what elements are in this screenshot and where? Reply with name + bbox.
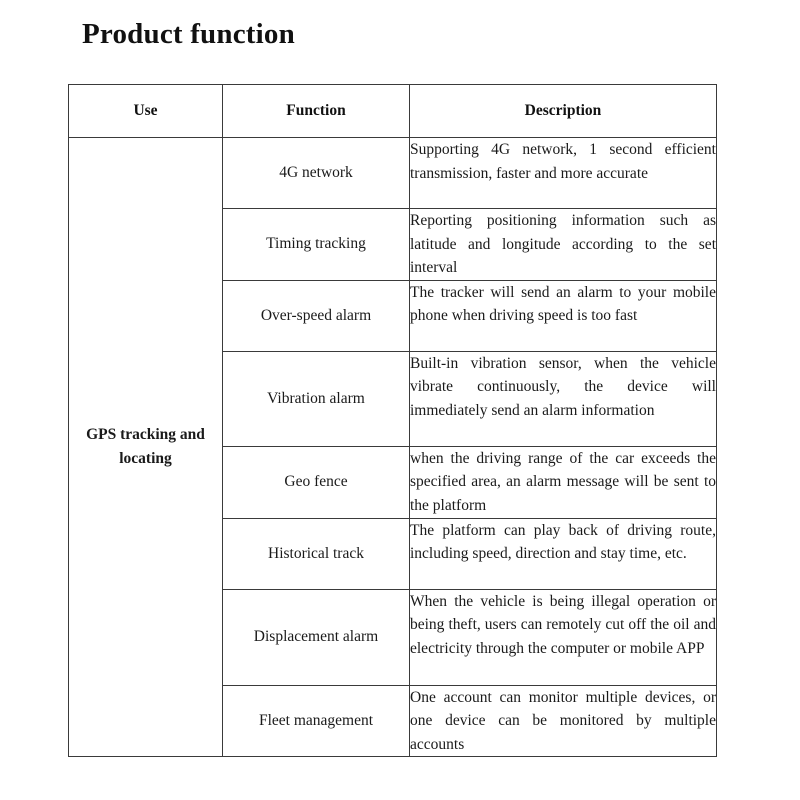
use-cell: GPS tracking and locating [69, 138, 223, 757]
table-header-row [69, 85, 717, 138]
product-function-table [68, 84, 717, 757]
description-cell: When the vehicle is being illegal operation or being theft, users can remotely cut off the oil and electricity through the computer or mobile APP [410, 589, 717, 685]
description-cell: The platform can play back of driving route, including speed, direction and stay time, etc. [410, 518, 717, 589]
description-cell: Built-in vibration sensor, when the vehicle vibrate continuously, the device will immediately send an alarm information [410, 351, 717, 446]
description-cell: Reporting positioning information such as latitude and longitude according to the set interval [410, 209, 717, 281]
function-cell: Geo fence [223, 446, 410, 518]
function-cell: Displacement alarm [223, 589, 410, 685]
function-cell: Historical track [223, 518, 410, 589]
header-function: Function [223, 85, 410, 138]
function-cell: Vibration alarm [223, 351, 410, 446]
function-cell: Over-speed alarm [223, 280, 410, 351]
header-use: Use [69, 85, 223, 138]
page-title: Product function [82, 18, 295, 50]
table-row [69, 138, 717, 209]
description-cell: The tracker will send an alarm to your mobile phone when driving speed is too fast [410, 280, 717, 351]
function-cell: Timing tracking [223, 209, 410, 281]
description-cell: One account can monitor multiple devices, or one device can be monitored by multiple accounts [410, 685, 717, 757]
header-description: Description [410, 85, 717, 138]
description-cell: when the driving range of the car exceeds the specified area, an alarm message will be sent to the platform [410, 446, 717, 518]
function-cell: Fleet management [223, 685, 410, 757]
description-cell: Supporting 4G network, 1 second efficient transmission, faster and more accurate [410, 138, 717, 209]
function-cell: 4G network [223, 138, 410, 209]
